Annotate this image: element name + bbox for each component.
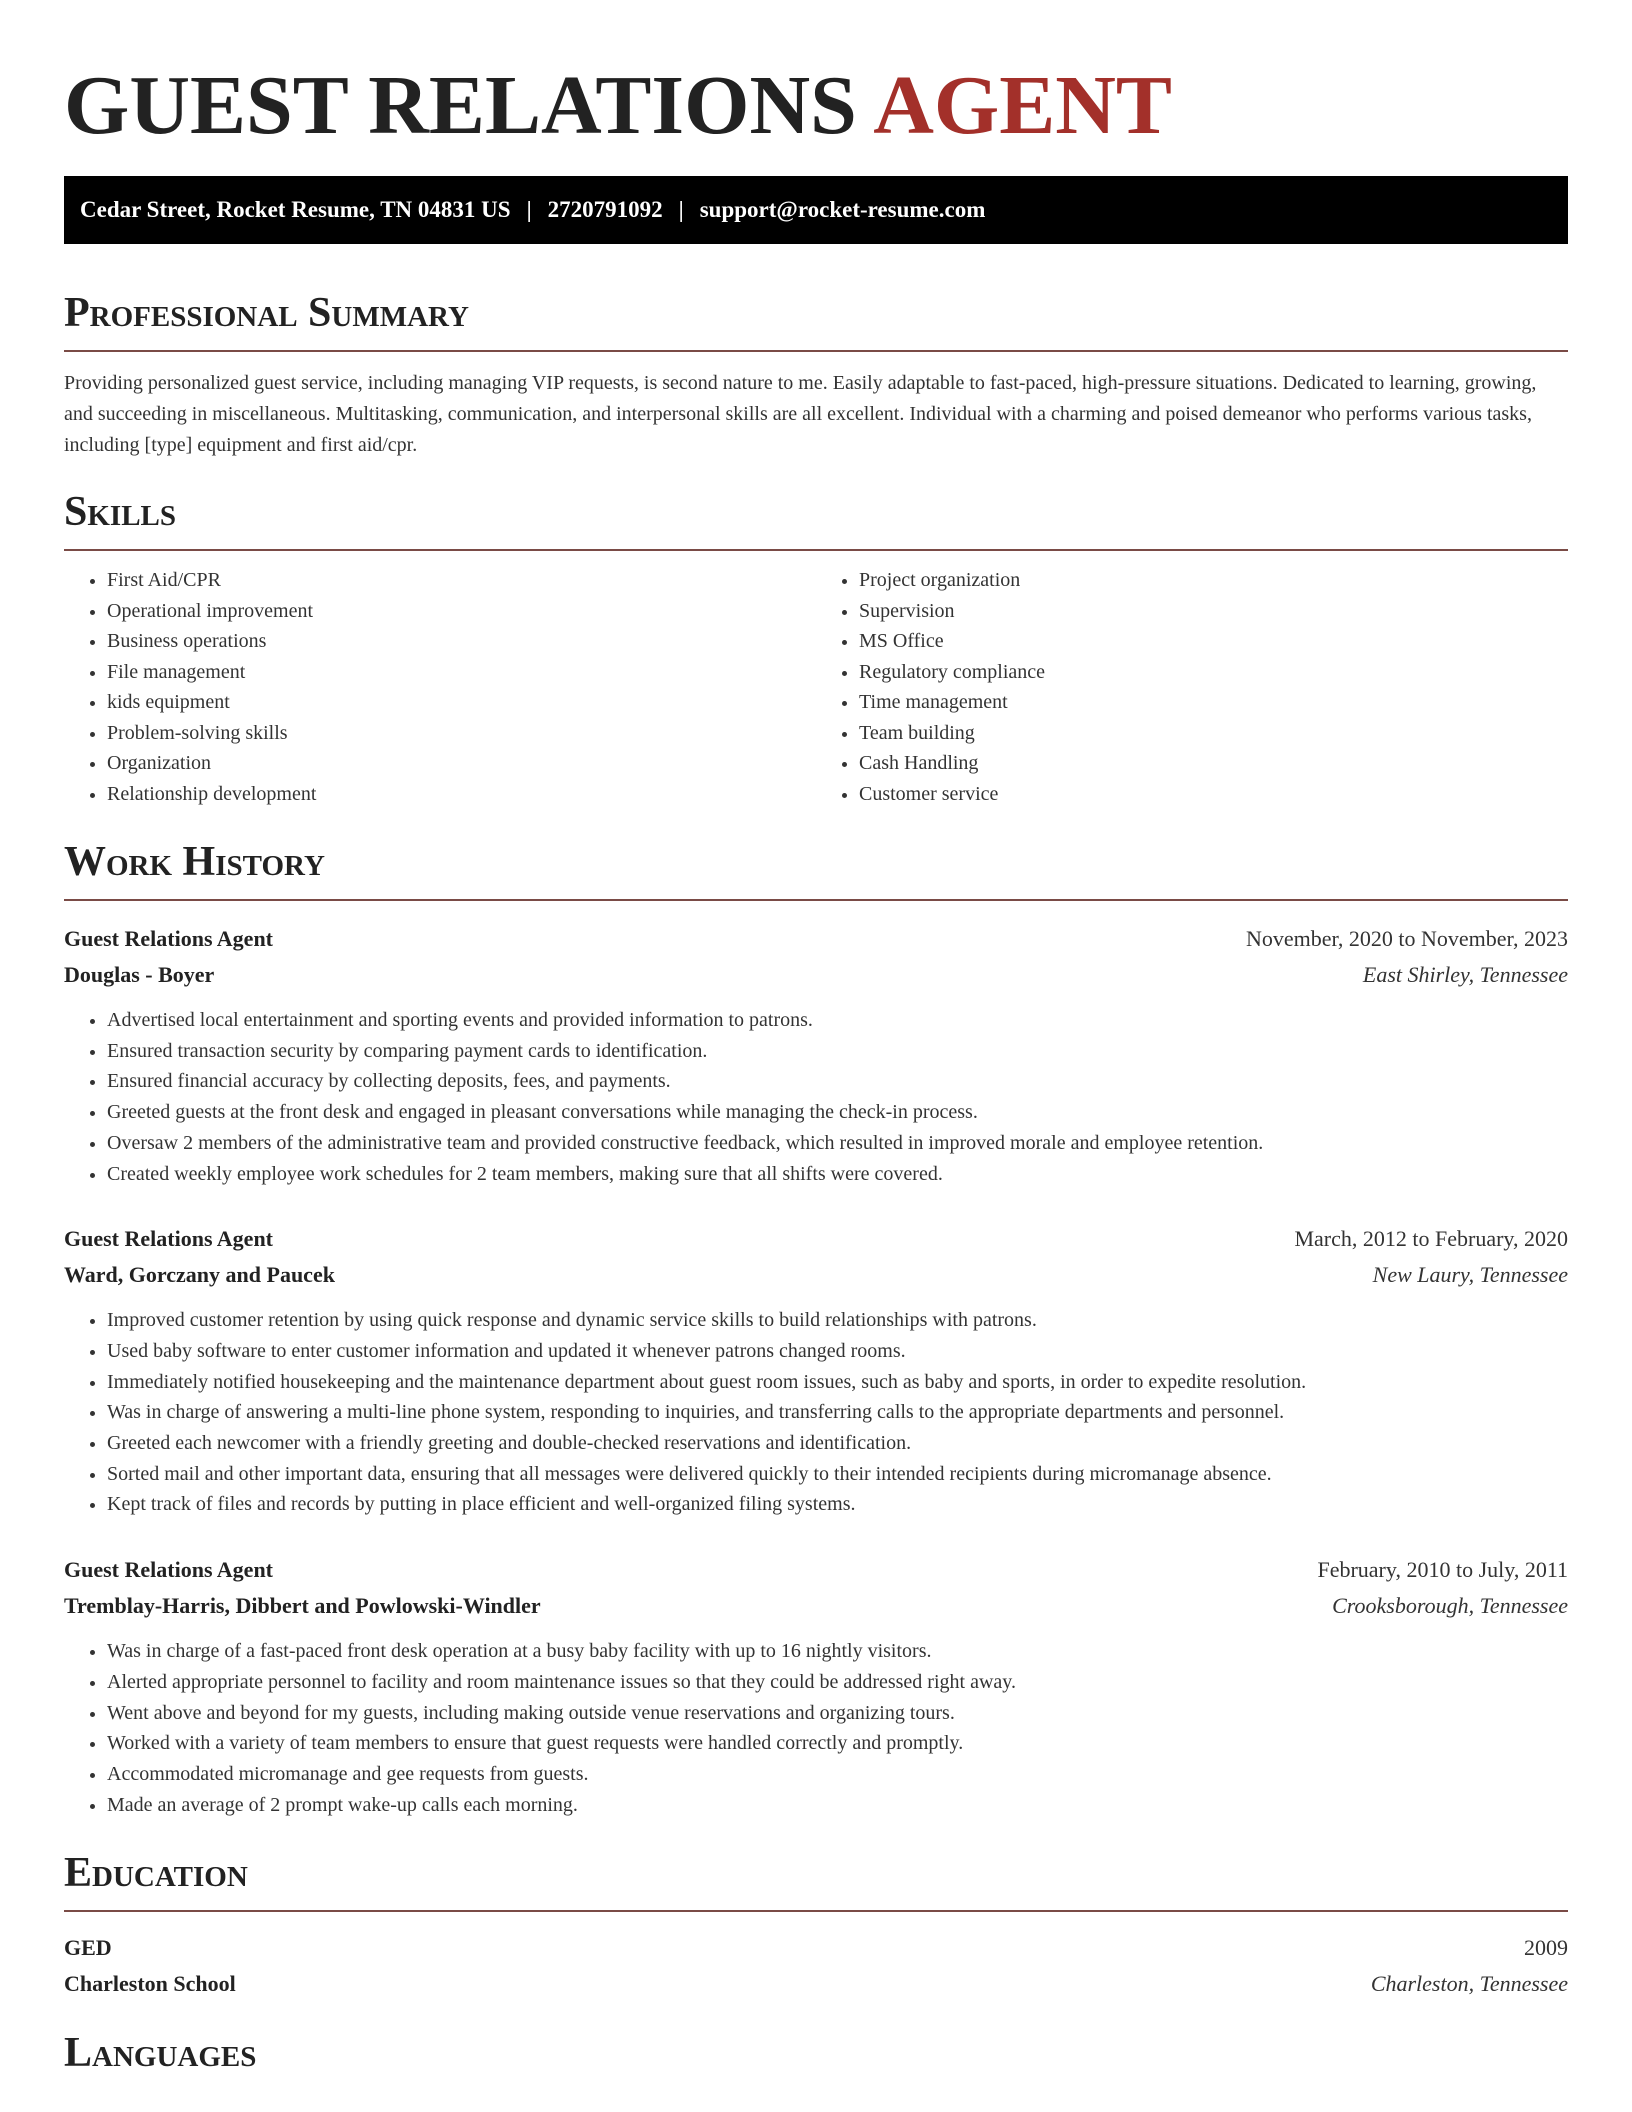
job-bullets: [64, 1005, 1568, 1189]
education-location: Charleston, Tennessee: [1370, 1971, 1568, 1997]
job-bullet: • Ensured financial accuracy by collecting deposits, fees, and payments.: [107, 1066, 1568, 1097]
education-year: 2009: [1524, 1935, 1568, 1961]
skill-item: • Problem-solving skills: [107, 718, 816, 749]
job-bullet: • Improved customer retention by using quick response and dynamic service skills to build relationships with patrons.: [107, 1305, 1568, 1336]
skill-item: • Cash Handling: [859, 748, 1568, 779]
skill-item: • File management: [107, 657, 816, 688]
job-entry-3: [64, 1552, 1568, 1820]
job-location: East Shirley, Tennessee: [1362, 962, 1568, 987]
education-heading: Education: [64, 1848, 1568, 1912]
job-dates: February, 2010 to July, 2011: [1317, 1557, 1568, 1583]
skill-item: • Organization: [107, 748, 816, 779]
job-bullet: • Greeted each newcomer with a friendly greeting and double-checked reservations and identification.: [107, 1428, 1568, 1459]
job-bullets: [64, 1636, 1568, 1820]
summary-heading: Professional Summary: [64, 288, 1568, 352]
job-entry-1: [64, 921, 1568, 1189]
job-bullet: • Sorted mail and other important data, ensuring that all messages were delivered quickly to their intended recipients during micromanage absence.: [107, 1459, 1568, 1490]
job-bullet: • Used baby software to enter customer information and updated it whenever patrons changed rooms.: [107, 1336, 1568, 1367]
skills-heading: Skills: [64, 487, 1568, 551]
title-main: GUEST RELATIONS: [64, 59, 857, 152]
education-degree: GED: [64, 1935, 112, 1961]
skill-item: • Team building: [859, 718, 1568, 749]
title-accent: AGENT: [873, 59, 1172, 152]
skill-item: • Time management: [859, 687, 1568, 718]
job-bullet: • Accommodated micromanage and gee requests from guests.: [107, 1759, 1568, 1790]
job-bullet: • Was in charge of a fast-paced front desk operation at a busy baby facility with up to 16 nightly visitors.: [107, 1636, 1568, 1667]
skill-item: • Customer service: [859, 779, 1568, 810]
job-title: Guest Relations Agent: [64, 926, 273, 951]
education-school: Charleston School: [64, 1971, 236, 1997]
job-bullets: [64, 1305, 1568, 1520]
summary-text: Providing personalized guest service, including managing VIP requests, is second nature to me. Easily adaptable to fast-paced, high-pressure situations. Dedicated to learning, growing, and succeeding in miscellaneous. Multitasking, communication, and interpersonal skills are all excellent. Individual with a charming and poised demeanor who performs various tasks, including [type] equipment and first aid/cpr.: [64, 372, 1537, 456]
job-bullet: • Greeted guests at the front desk and engaged in pleasant conversations while managing the check-in process.: [107, 1097, 1568, 1128]
languages-heading: Languages: [64, 2030, 257, 2077]
contact-separator: |: [526, 197, 532, 222]
skill-item: • Supervision: [859, 596, 1568, 627]
skills-list: [64, 565, 1568, 809]
skills-column-left: [64, 565, 816, 809]
job-bullet: • Went above and beyond for my guests, including making outside venue reservations and organizing tours.: [107, 1698, 1568, 1729]
work-history-heading: Work History: [64, 837, 1568, 901]
skill-item: • Relationship development: [107, 779, 816, 810]
skill-item: • Regulatory compliance: [859, 657, 1568, 688]
skill-item: • kids equipment: [107, 687, 816, 718]
job-bullet: • Was in charge of answering a multi-line phone system, responding to inquiries, and transferring calls to the appropriate departments and personnel.: [107, 1397, 1568, 1428]
skill-item: • Operational improvement: [107, 596, 816, 627]
job-location: New Laury, Tennessee: [1372, 1262, 1568, 1288]
job-bullet: • Alerted appropriate personnel to facility and room maintenance issues so that they could be addressed right away.: [107, 1667, 1568, 1698]
skill-item: • Project organization: [859, 565, 1568, 596]
job-dates: March, 2012 to February, 2020: [1294, 1226, 1568, 1252]
contact-email: support@rocket-resume.com: [699, 197, 986, 222]
job-bullet: • Worked with a variety of team members to ensure that guest requests were handled correctly and promptly.: [107, 1728, 1568, 1759]
job-company: Tremblay-Harris, Dibbert and Powlowski-Windler: [64, 1593, 541, 1619]
job-entry-2: [64, 1221, 1568, 1520]
skills-column-right: [816, 565, 1568, 809]
job-bullet: • Created weekly employee work schedules for 2 team members, making sure that all shifts were covered.: [107, 1159, 1568, 1190]
contact-separator: |: [678, 197, 684, 222]
job-location: Crooksborough, Tennessee: [1332, 1593, 1568, 1619]
job-bullet: • Ensured transaction security by comparing payment cards to identification.: [107, 1036, 1568, 1067]
resume-title: [64, 0, 1568, 156]
job-dates: November, 2020 to November, 2023: [1245, 926, 1568, 951]
job-bullet: • Kept track of files and records by putting in place efficient and well-organized filing systems.: [107, 1489, 1568, 1520]
job-company: Ward, Gorczany and Paucek: [64, 1262, 335, 1288]
contact-phone: 2720791092: [547, 197, 663, 222]
job-title: Guest Relations Agent: [64, 1226, 273, 1252]
job-bullet: • Immediately notified housekeeping and the maintenance department about guest room issues, such as baby and sports, in order to expedite resolution.: [107, 1367, 1568, 1398]
job-title: Guest Relations Agent: [64, 1557, 273, 1583]
job-company: Douglas - Boyer: [64, 962, 215, 987]
contact-address: Cedar Street, Rocket Resume, TN 04831 US: [80, 197, 511, 222]
skill-item: • MS Office: [859, 626, 1568, 657]
job-bullet: • Advertised local entertainment and sporting events and provided information to patrons.: [107, 1005, 1568, 1036]
skill-item: • Business operations: [107, 626, 816, 657]
job-bullet: • Made an average of 2 prompt wake-up calls each morning.: [107, 1790, 1568, 1821]
contact-bar: [64, 176, 1568, 244]
education-entry: [64, 1930, 1568, 2002]
skill-item: • First Aid/CPR: [107, 565, 816, 596]
job-bullet: • Oversaw 2 members of the administrative team and provided constructive feedback, which resulted in improved morale and employee retention.: [107, 1128, 1568, 1159]
